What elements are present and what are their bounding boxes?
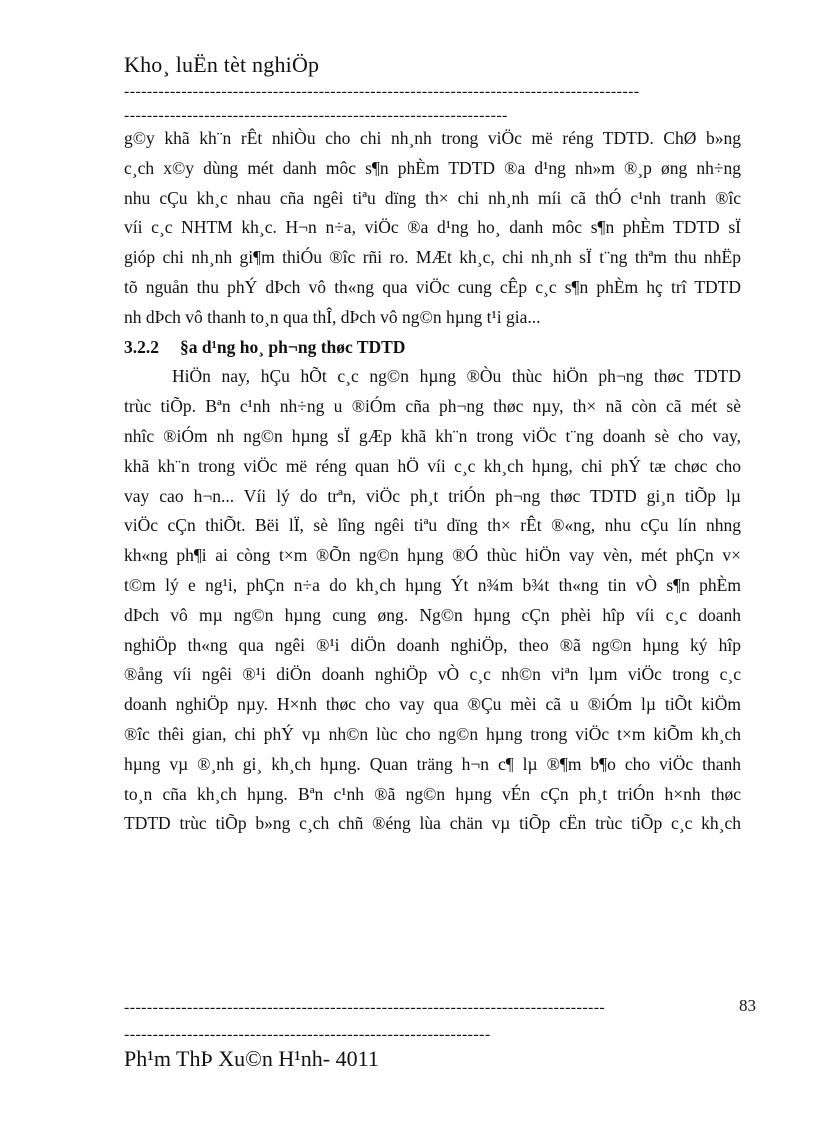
body-line: gióp chi nh¸nh gi¶m thiÓu ®îc rñi ro. MÆt kh¸c, chi nh¸nh sÏ t¨ng thªm thu nhËp (124, 247, 741, 268)
page-number: 83 (739, 996, 756, 1015)
body-line: c¸ch x©y dùng mét danh môc s¶n phÈm TDTD ®a d¹ng nh»m ®¸p øng nh÷ng (124, 157, 741, 178)
body-line: ®îc thêi gian, chi phÝ vµ nh©n lùc cho ng©n hµng trong viÖc t×m kiÕm kh¸ch (124, 723, 741, 744)
footer-author: Ph¹m ThÞ Xu©n H¹nh- 4011 (124, 1046, 379, 1071)
body-line: doanh nghiÖp nµy. H×nh thøc cho vay qua ®Çu mèi cã u ®iÓm lµ tiÕt kiÖm (124, 694, 741, 715)
body-line: khã kh¨n trong viÖc më réng quan hÖ víi c¸c kh¸ch hµng, chi phÝ tæ chøc cho (124, 455, 741, 476)
body-line: HiÖn nay, hÇu hÕt c¸c ng©n hµng ®Òu thùc hiÖn ph¬ng thøc TDTD (172, 366, 741, 387)
body-line: vay cao h¬n... Víi lý do trªn, viÖc ph¸t triÓn ph¬ng thøc TDTD gi¸n tiÕp lµ (124, 485, 741, 506)
body-line: ®ång víi ngêi ®¹i diÖn doanh nghiÖp vÒ c¸c nh©n viªn lµm viÖc trong c¸c (124, 664, 741, 685)
body-line: t©m lý e ng¹i, phÇn n÷a do kh¸ch hµng Ýt n¾m b¾t th«ng tin vÒ s¶n phÈm (124, 574, 741, 595)
body-line: nghiÖp th«ng qua ngêi ®¹i diÖn doanh nghiÖp, theo ®ã ng©n hµng ký hîp (124, 634, 741, 655)
body-line: tõ nguån thu phÝ dÞch vô th«ng qua viÖc cung cÊp c¸c s¶n phÈm hç trî TDTD (124, 276, 741, 297)
section-number: 3.2.2 (124, 336, 159, 357)
body-line: nhu cÇu kh¸c nhau cña ngêi tiªu dïng th× chi nh¸nh míi cã thÓ c¹nh tranh ®îc (124, 187, 741, 208)
body-line: trùc tiÕp. Bªn c¹nh nh÷ng u ®iÓm cña ph¬ng thøc nµy, th× nã còn cã mét sè (124, 396, 741, 417)
footer-rule-line-2: ---------------------------------------------------------------- (124, 1027, 491, 1043)
footer-rule-line-1: ------------------------------------------------------------------------------------ (124, 1000, 606, 1016)
header-title: Kho¸ luËn tèt nghiÖp (124, 52, 320, 77)
body-line: hµng vµ ®¸nh gi¸ kh¸ch hµng. Quan träng h¬n c¶ lµ ®¶m b¶o cho viÖc thanh (124, 753, 741, 774)
body-line: kh«ng ph¶i ai còng t×m ®Õn ng©n hµng ®Ó thùc hiÖn vay vèn, mét phÇn v× (124, 545, 741, 566)
body-line: víi c¸c NHTM kh¸c. H¬n n÷a, viÖc ®a d¹ng ho¸ danh môc s¶n phÈm TDTD sÏ (124, 217, 741, 238)
body-line: to¸n cña kh¸ch hµng. Bªn c¹nh ®ã ng©n hµng vÉn cÇn ph¸t triÓn h×nh thøc (124, 783, 741, 804)
body-line: viÖc cÇn thiÕt. Bëi lÏ, sè lîng ngêi tiªu dïng th× rÊt ®«ng, nhu cÇu lín nhng (124, 515, 741, 536)
section-heading-text: §a d¹ng ho¸ ph¬ng thøc TDTD (180, 336, 406, 357)
header-rule-line-1: ------------------------------------------------------------------------------------------ (124, 84, 640, 100)
body-text (124, 124, 741, 839)
body-line: nh dÞch vô thanh to¸n qua thÎ, dÞch vô ng©n hµng t¹i gia... (124, 306, 541, 327)
body-line: dÞch vô mµ ng©n hµng cung øng. Ng©n hµng cÇn phèi hîp víi c¸c doanh (124, 604, 741, 625)
body-line: g©y khã kh¨n rÊt nhiÒu cho chi nh¸nh trong viÖc më réng TDTD. ChØ b»ng (124, 128, 741, 148)
body-line: nhîc ®iÓm nh ng©n hµng sÏ gÆp khã kh¨n trong viÖc t¨ng doanh sè cho vay, (124, 425, 741, 446)
header-rule-line-2: ------------------------------------------------------------------- (124, 108, 508, 124)
body-line: TDTD trùc tiÕp b»ng c¸ch chñ ®éng lùa chän vµ tiÕp cËn trùc tiÕp c¸c kh¸ch (124, 813, 741, 834)
section-heading (124, 333, 741, 363)
